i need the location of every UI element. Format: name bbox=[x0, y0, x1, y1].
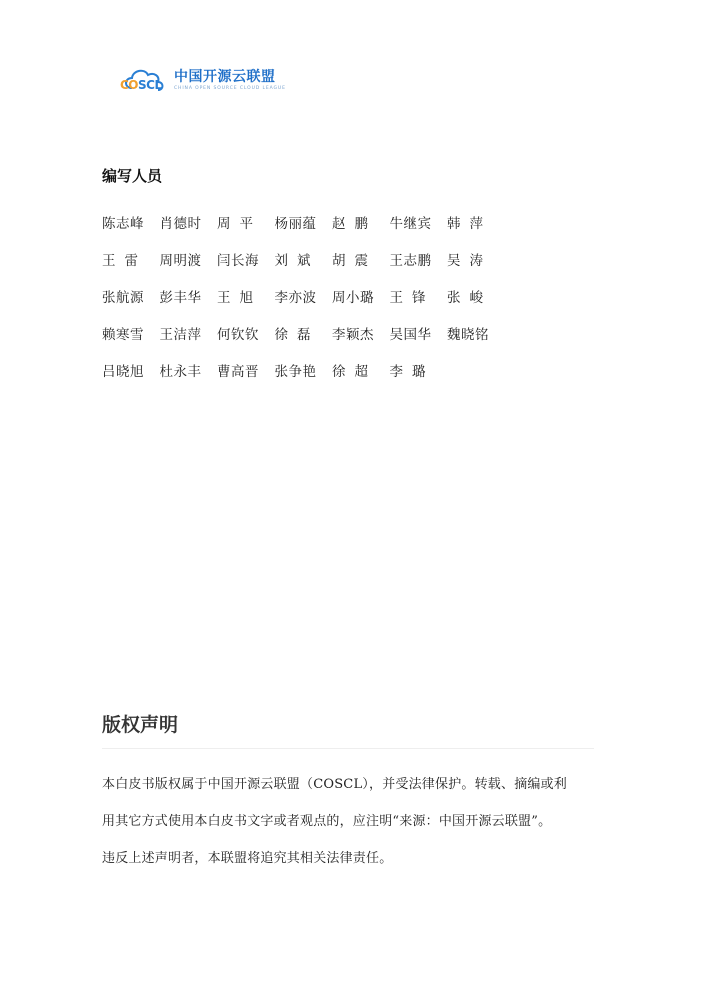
author-name: 李璐 bbox=[389, 363, 435, 380]
authors-title: 编写人员 bbox=[102, 167, 163, 185]
copyright-paragraph bbox=[102, 766, 602, 877]
author-name: 王洁萍 bbox=[159, 326, 202, 343]
author-name: 杜永丰 bbox=[159, 363, 202, 380]
logo-name-en: CHINA OPEN SOURCE CLOUD LEAGUE bbox=[174, 85, 286, 91]
copyright-title: 版权声明 bbox=[102, 714, 179, 736]
author-name: 魏晓铭 bbox=[447, 326, 489, 343]
author-name: 王雷 bbox=[102, 252, 147, 269]
author-name: 肖德时 bbox=[159, 215, 202, 232]
author-name: 彭丰华 bbox=[159, 289, 202, 306]
author-name: 陈志峰 bbox=[102, 215, 144, 232]
author-name: 周小璐 bbox=[332, 289, 374, 306]
logo-abbr-part1: CO bbox=[120, 78, 139, 92]
author-name: 胡震 bbox=[332, 252, 377, 269]
author-name: 王志鹏 bbox=[389, 252, 432, 269]
author-name: 刘斌 bbox=[274, 252, 320, 269]
author-name: 曹高晋 bbox=[217, 363, 259, 380]
copyright-line: 本白皮书版权属于中国开源云联盟（COSCL），并受法律保护。转载、摘编或利 bbox=[102, 777, 567, 792]
logo-abbr-part2: SCL bbox=[138, 78, 162, 92]
author-name: 杨丽蕴 bbox=[274, 215, 317, 232]
copyright-divider bbox=[102, 748, 594, 749]
author-row bbox=[102, 277, 522, 314]
coscl-logo bbox=[118, 64, 286, 96]
author-name: 张航源 bbox=[102, 289, 144, 306]
cloud-logo-icon bbox=[118, 64, 174, 96]
author-row bbox=[102, 351, 522, 388]
author-name: 王旭 bbox=[217, 289, 262, 306]
author-name: 周平 bbox=[217, 215, 262, 232]
author-name: 张争艳 bbox=[274, 363, 317, 380]
author-name: 吴国华 bbox=[389, 326, 432, 343]
author-row bbox=[102, 203, 522, 240]
author-name: 闫长海 bbox=[217, 252, 259, 269]
author-name: 周明渡 bbox=[159, 252, 202, 269]
author-name: 何钦钦 bbox=[217, 326, 259, 343]
author-name: 赖寒雪 bbox=[102, 326, 144, 343]
author-row bbox=[102, 240, 522, 277]
author-name: 徐超 bbox=[332, 363, 377, 380]
copyright-line: 用其它方式使用本白皮书文字或者观点的，应注明“来源：中国开源云联盟”。 bbox=[102, 814, 552, 829]
author-name: 徐磊 bbox=[274, 326, 320, 343]
authors-list bbox=[102, 203, 522, 388]
author-name: 吴涛 bbox=[447, 252, 492, 269]
author-name: 赵鹏 bbox=[332, 215, 377, 232]
author-row bbox=[102, 314, 522, 351]
author-name: 韩萍 bbox=[447, 215, 492, 232]
author-name: 牛继宾 bbox=[389, 215, 432, 232]
logo-name-cn: 中国开源云联盟 bbox=[174, 68, 276, 85]
author-name: 王锋 bbox=[389, 289, 435, 306]
author-name: 李亦波 bbox=[274, 289, 317, 306]
copyright-line: 违反上述声明者，本联盟将追究其相关法律责任。 bbox=[102, 851, 393, 866]
author-name: 李颖杰 bbox=[332, 326, 374, 343]
author-name: 张峻 bbox=[447, 289, 492, 306]
logo-abbreviation bbox=[120, 78, 162, 92]
author-name: 吕晓旭 bbox=[102, 363, 144, 380]
